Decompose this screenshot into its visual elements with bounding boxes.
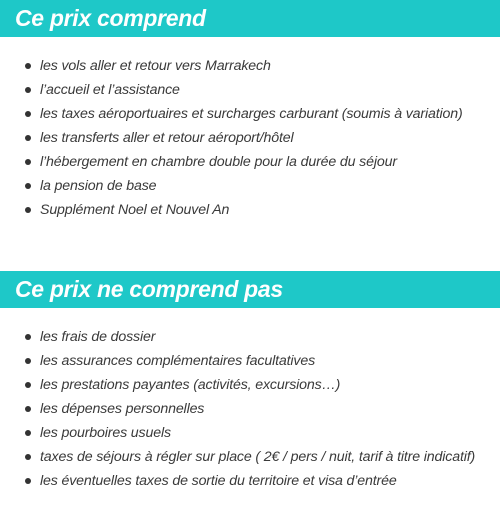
list-item-text: les taxes aéroportuaires et surcharges carburant (soumis à variation) <box>40 106 463 122</box>
excludes-list <box>0 325 500 493</box>
list-item <box>0 174 500 198</box>
includes-section-title: Ce prix comprend <box>15 5 206 31</box>
list-item <box>0 198 500 222</box>
list-item <box>0 78 500 102</box>
list-item-text: l’hébergement en chambre double pour la durée du séjour <box>40 154 397 170</box>
list-item <box>0 373 500 397</box>
list-item <box>0 102 500 126</box>
list-item-text: les éventuelles taxes de sortie du territoire et visa d’entrée <box>40 473 397 489</box>
list-item <box>0 397 500 421</box>
list-item-text: Supplément Noel et Nouvel An <box>40 202 230 218</box>
bullet-dot-icon <box>25 159 31 165</box>
list-item <box>0 150 500 174</box>
bullet-dot-icon <box>25 454 31 460</box>
list-item-text: les frais de dossier <box>40 329 156 345</box>
bullet-dot-icon <box>25 382 31 388</box>
bullet-dot-icon <box>25 358 31 364</box>
bullet-dot-icon <box>25 63 31 69</box>
includes-list <box>0 54 500 222</box>
list-item-text: les prestations payantes (activités, excursions…) <box>40 377 341 393</box>
excludes-section-title: Ce prix ne comprend pas <box>15 276 283 302</box>
list-item <box>0 54 500 78</box>
list-item <box>0 325 500 349</box>
list-item <box>0 126 500 150</box>
bullet-dot-icon <box>25 207 31 213</box>
bullet-dot-icon <box>25 135 31 141</box>
excludes-section-header <box>0 271 500 308</box>
list-item-text: l’accueil et l’assistance <box>40 82 180 98</box>
bullet-dot-icon <box>25 334 31 340</box>
list-item-text: les pourboires usuels <box>40 425 171 441</box>
bullet-dot-icon <box>25 111 31 117</box>
list-item-text: les vols aller et retour vers Marrakech <box>40 58 271 74</box>
list-item <box>0 445 500 469</box>
includes-section-header <box>0 0 500 37</box>
list-item-text: taxes de séjours à régler sur place ( 2€ / pers / nuit, tarif à titre indicatif) <box>40 449 476 465</box>
list-item <box>0 349 500 373</box>
list-item <box>0 469 500 493</box>
bullet-dot-icon <box>25 183 31 189</box>
list-item-text: les transferts aller et retour aéroport/hôtel <box>40 130 294 146</box>
bullet-dot-icon <box>25 478 31 484</box>
list-item-text: la pension de base <box>40 178 157 194</box>
bullet-dot-icon <box>25 430 31 436</box>
list-item <box>0 421 500 445</box>
list-item-text: les dépenses personnelles <box>40 401 205 417</box>
bullet-dot-icon <box>25 406 31 412</box>
bullet-dot-icon <box>25 87 31 93</box>
list-item-text: les assurances complémentaires facultatives <box>40 353 316 369</box>
